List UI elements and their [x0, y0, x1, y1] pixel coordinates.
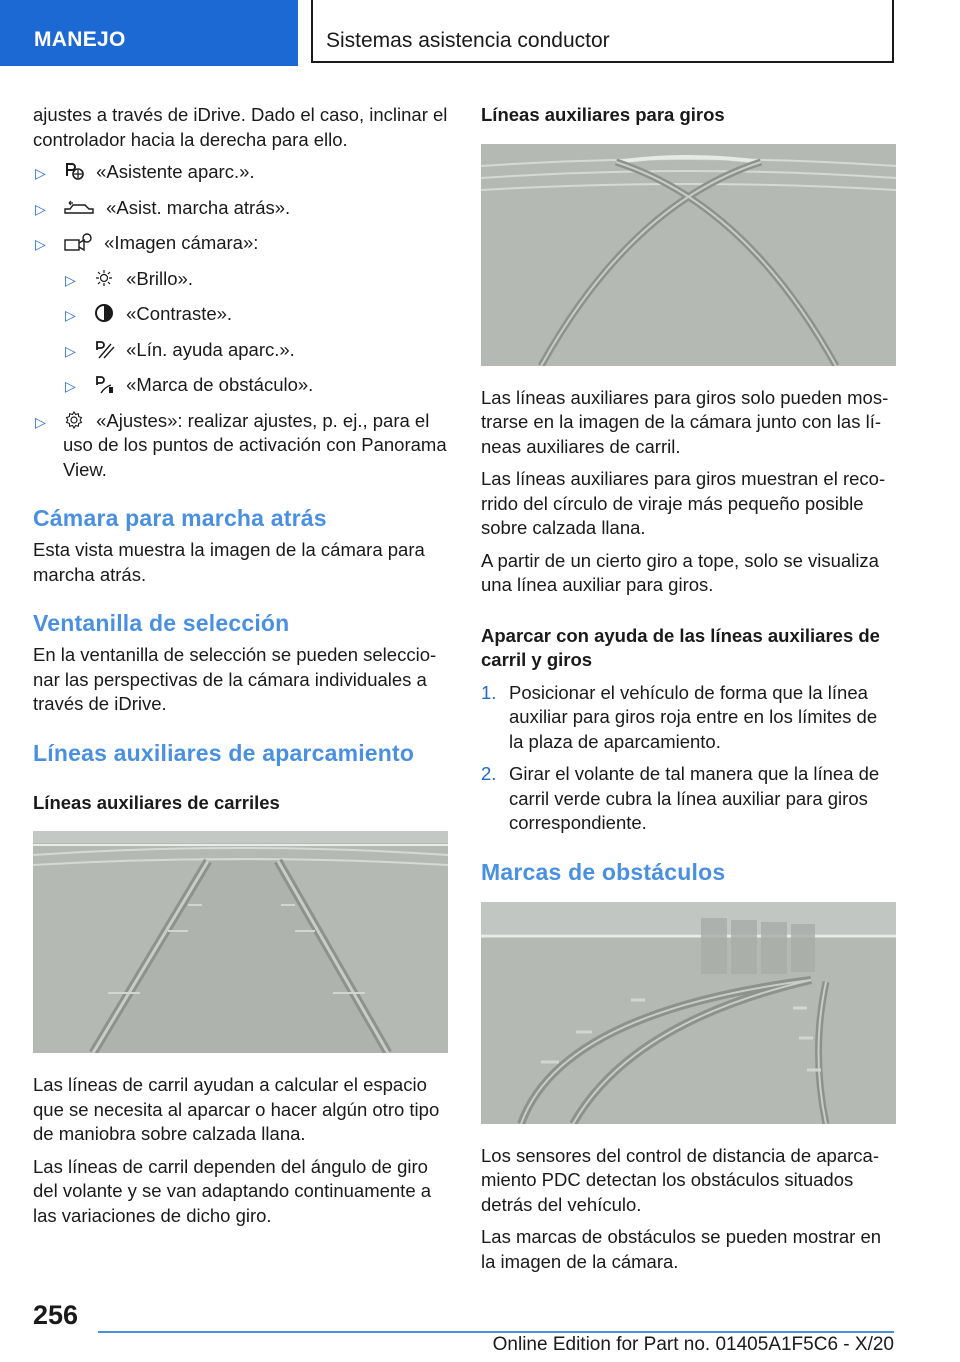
bullet-icon: ▷ [35, 236, 46, 252]
paragraph-obstacle-1: Los sensores del control de distancia de aparcamiento PDC detectan los obstáculos situados detrás del vehículo. [481, 1144, 879, 1215]
paragraph-lane-lines-1: Las líneas de carril ayudan a calcular el espacio que se necesita al aparcar o hacer algún otro tipo de maniobra sobre calzada llana. [33, 1074, 440, 1144]
step-item: 1. Posicionar el vehículo de forma que la línea auxiliar para giros roja entre en los límites de la plaza de aparcamiento. [481, 681, 878, 752]
paragraph-turn-lines-2: Las líneas auxiliares para giros muestran el recorrido del círculo de viraje más pequeño posible sobre calzada llana. [481, 468, 886, 538]
left-column [33, 103, 448, 1236]
paragraph-rear-camera: Esta vista muestra la imagen de la cámara para marcha atrás. [33, 539, 425, 585]
paragraph-lane-lines-2: Las líneas de carril dependen del ángulo de giro del volante y se van adaptando continuamente a las variaciones de dicho giro. [33, 1155, 432, 1226]
obstacle-marker-icon [93, 374, 115, 394]
submenu-item-obstacle-marker: ▷ «Marca de obstáculo». [63, 373, 448, 398]
parking-steps [481, 681, 896, 836]
page-header [0, 0, 960, 66]
paragraph-turn-lines-1: Las líneas auxiliares para giros solo pueden mostrarse en la imagen de la cámara junto con las líneas auxiliares de carril. [481, 386, 889, 457]
heading-parking-lines: Líneas auxiliares de aparcamiento [33, 739, 415, 766]
bullet-icon: ▷ [35, 413, 46, 430]
parking-assist-icon [63, 161, 85, 181]
paragraph-obstacle-2: Las marcas de obstáculos se pueden mostrar en la imagen de la cámara. [481, 1226, 882, 1272]
brightness-icon [93, 268, 115, 288]
page-number: 256 [33, 1300, 79, 1330]
submenu-item-contrast: ▷ «Contraste». [63, 302, 448, 327]
heading-obstacle-marks: Marcas de obstáculos [481, 858, 726, 885]
footer-edition: Online Edition for Part no. 01405A1F5C6 - X/20 [492, 1334, 894, 1355]
camera-submenu [63, 267, 448, 398]
reversing-assist-icon [63, 197, 95, 217]
submenu-item-parking-lines: ▷ «Lín. ayuda aparc.». [63, 338, 448, 363]
bullet-icon: ▷ [65, 307, 76, 323]
obstacle-marks-figure [481, 902, 896, 1124]
step-number: 1. [481, 681, 497, 703]
intro-paragraph: ajustes a través de iDrive. Dado el caso, inclinar el controlador hacia la derecha para ello. [33, 104, 448, 150]
section-tab: MANEJO [0, 0, 298, 66]
camera-settings-icon [63, 232, 93, 252]
heading-turn-lines: Líneas auxiliares para giros [481, 104, 725, 125]
menu-item-camera-image: ▷ «Imagen cámara»: ▷ «Brillo». ▷ «Contraste». ▷ «Lín. ayuda aparc.». ▷ «Marca de obstáculo». [33, 231, 448, 398]
right-column [481, 103, 896, 1282]
bullet-icon: ▷ [65, 271, 76, 288]
menu-item-parking-assist: ▷ «Asistente aparc.». [33, 160, 448, 185]
chapter-title: Sistemas asistencia conductor [311, 0, 894, 63]
turn-lines-figure [481, 144, 896, 366]
heading-park-with-lines: Aparcar con ayuda de las líneas auxiliares de carril y giros [481, 624, 880, 670]
settings-gear-icon [63, 410, 85, 430]
paragraph-selection-window: En la ventanilla de selección se pueden seleccionar las perspectivas de la cámara individuales a través de iDrive. [33, 644, 437, 714]
bullet-icon: ▷ [35, 200, 46, 217]
lane-lines-figure [33, 831, 448, 1053]
step-number: 2. [481, 763, 497, 784]
bullet-icon: ▷ [65, 342, 76, 359]
submenu-item-brightness: ▷ «Brillo». [63, 267, 448, 292]
parking-lines-icon [93, 339, 115, 359]
heading-selection-window: Ventanilla de selección [33, 610, 290, 636]
menu-item-settings: ▷ «Ajustes»: realizar ajustes, p. ej., para el uso de los puntos de activación con Panorama View. [35, 409, 447, 480]
footer-divider [98, 1331, 894, 1333]
menu-list [33, 160, 448, 482]
paragraph-turn-lines-3: A partir de un cierto giro a tope, solo se visualiza una línea auxiliar para giros. [481, 549, 879, 595]
menu-item-reversing-assist: ▷ «Asist. marcha atrás». [33, 196, 448, 221]
heading-lane-lines: Líneas auxiliares de carriles [33, 791, 280, 813]
bullet-icon: ▷ [65, 378, 76, 394]
contrast-icon [93, 303, 115, 323]
step-item: 2. Girar el volante de tal manera que la línea de carril verde cubra la línea auxiliar para giros correspondiente. [481, 763, 880, 833]
heading-rear-camera: Cámara para marcha atrás [33, 505, 327, 531]
bullet-icon: ▷ [35, 165, 46, 181]
